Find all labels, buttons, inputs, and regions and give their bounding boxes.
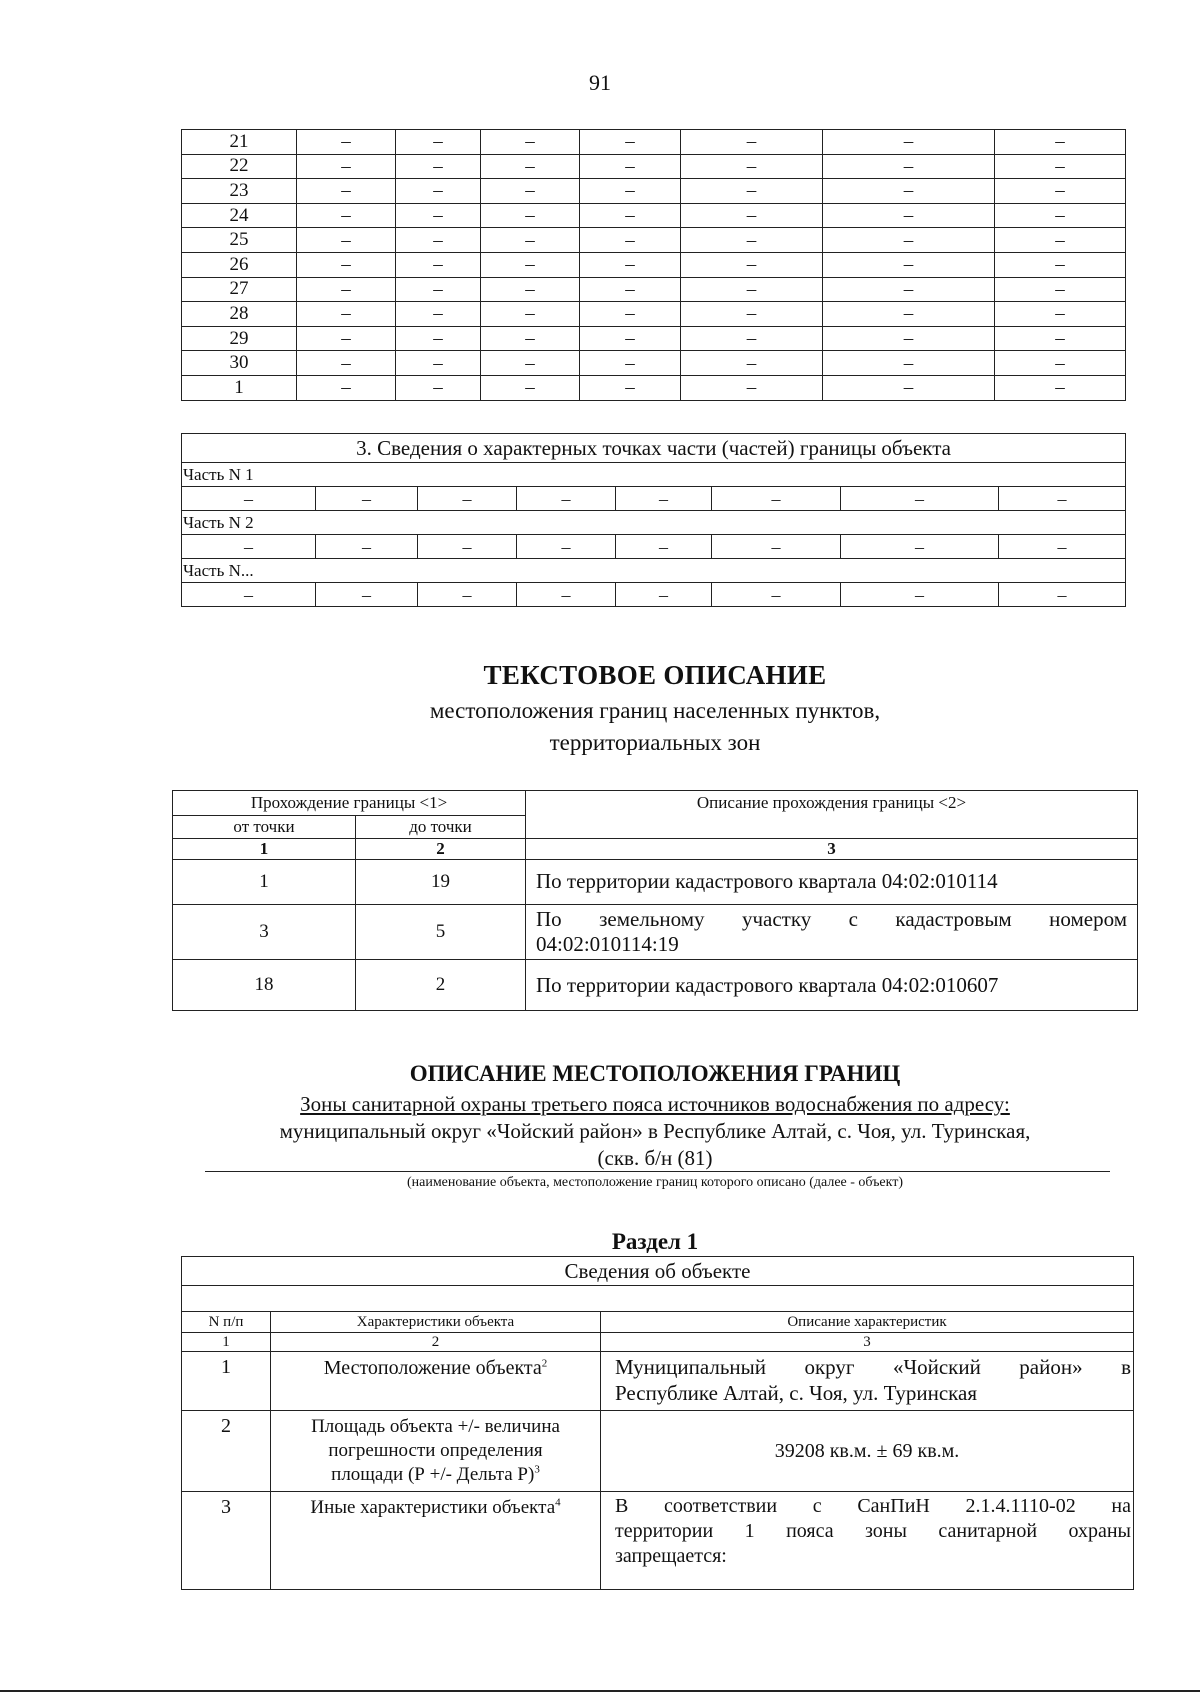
passage-description: По территории кадастрового квартала 04:02:010114 [526, 860, 1138, 905]
empty-value-dash: – [841, 487, 999, 511]
object-info-table [181, 1256, 1134, 1590]
empty-value-dash: – [297, 351, 396, 376]
parts-table [181, 433, 1126, 607]
empty-value-dash: – [396, 277, 481, 302]
empty-value-dash: – [995, 179, 1126, 204]
table-row [182, 228, 1126, 253]
page-number: 91 [589, 70, 611, 95]
point-number: 21 [182, 130, 297, 155]
empty-value-dash: – [396, 203, 481, 228]
description-line: В соответствии с СанПиН 2.1.4.1110-02 на [615, 1495, 1131, 1517]
empty-value-dash: – [580, 179, 681, 204]
empty-value-dash: – [823, 351, 995, 376]
table-row [182, 277, 1126, 302]
empty-value-dash: – [580, 302, 681, 327]
table-row [182, 375, 1126, 400]
page-bottom-rule [0, 1690, 1200, 1692]
empty-value-dash: – [681, 179, 823, 204]
empty-value-dash: – [995, 252, 1126, 277]
characteristic-line: погрешности определения [328, 1439, 543, 1461]
empty-value-dash: – [995, 228, 1126, 253]
description-line: территории 1 пояса зоны санитарной охраны [615, 1520, 1131, 1542]
part-dash-row [182, 487, 1126, 511]
points-table [181, 129, 1126, 401]
empty-value-dash: – [823, 277, 995, 302]
empty-value-dash: – [823, 203, 995, 228]
empty-value-dash: – [418, 535, 517, 559]
empty-value-dash: – [681, 375, 823, 400]
point-number: 30 [182, 351, 297, 376]
empty-value-dash: – [481, 203, 580, 228]
description-line: Муниципальный округ «Чойский район» в [615, 1355, 1131, 1379]
part-dash-row [182, 583, 1126, 607]
point-number: 24 [182, 203, 297, 228]
empty-value-dash: – [681, 228, 823, 253]
empty-value-dash: – [712, 583, 841, 607]
text-description-subtitle: местоположения границ населенных пунктов, [429, 698, 881, 723]
empty-value-dash: – [823, 326, 995, 351]
characteristic [271, 1492, 601, 1590]
from-point: 18 [173, 960, 356, 1011]
part-label: Часть N 2 [182, 511, 1126, 535]
from-point: 3 [173, 905, 356, 960]
object-table-title: Сведения об объекте [182, 1257, 1134, 1286]
parts-table-title: 3. Сведения о характерных точках части (частей) границы объекта [182, 434, 1126, 463]
empty-value-dash: – [823, 252, 995, 277]
empty-value-dash: – [396, 154, 481, 179]
empty-value-dash: – [999, 487, 1126, 511]
empty-value-dash: – [418, 583, 517, 607]
empty-value-dash: – [297, 154, 396, 179]
empty-value-dash: – [580, 375, 681, 400]
empty-value-dash: – [681, 351, 823, 376]
empty-value-dash: – [517, 487, 616, 511]
location-title: ОПИСАНИЕ МЕСТОПОЛОЖЕНИЯ ГРАНИЦ [409, 1061, 901, 1086]
empty-value-dash: – [481, 228, 580, 253]
location-object-name: Зоны санитарной охраны третьего пояса источников водоснабжения по адресу: [300, 1092, 1010, 1116]
empty-value-dash: – [481, 252, 580, 277]
table-row [182, 203, 1126, 228]
empty-value-dash: – [580, 277, 681, 302]
empty-value-dash: – [681, 252, 823, 277]
empty-value-dash: – [297, 228, 396, 253]
header-description: Описание прохождения границы <2> [526, 791, 1138, 839]
empty-value-dash: – [995, 154, 1126, 179]
location-caption: (наименование объекта, местоположение границ которого описано (далее - объект) [406, 1175, 904, 1190]
empty-value-dash: – [823, 375, 995, 400]
row-number: 3 [182, 1492, 271, 1590]
col-number: 2 [356, 839, 526, 860]
characteristic-line: Площадь объекта +/- величина [311, 1416, 560, 1437]
empty-value-dash: – [481, 277, 580, 302]
point-number: 27 [182, 277, 297, 302]
empty-value-dash: – [823, 228, 995, 253]
empty-value-dash: – [297, 179, 396, 204]
empty-value-dash: – [681, 154, 823, 179]
table-row [182, 326, 1126, 351]
empty-value-dash: – [396, 302, 481, 327]
empty-value-dash: – [297, 130, 396, 155]
empty-value-dash: – [995, 130, 1126, 155]
empty-value-dash: – [995, 351, 1126, 376]
empty-value-dash: – [481, 326, 580, 351]
col-header: Характеристики объекта [271, 1312, 601, 1333]
empty-value-dash: – [316, 583, 418, 607]
description-line: 04:02:010114:19 [536, 932, 679, 957]
empty-value-dash: – [681, 203, 823, 228]
from-point: 1 [173, 860, 356, 905]
footnote-ref: 3 [534, 1463, 540, 1476]
point-number: 25 [182, 228, 297, 253]
empty-value-dash: – [297, 375, 396, 400]
row-number: 2 [182, 1411, 271, 1492]
col-number: 1 [173, 839, 356, 860]
boundary-passage-table [172, 790, 1138, 1011]
divider [205, 1171, 1110, 1172]
empty-value-dash: – [316, 535, 418, 559]
empty-value-dash: – [999, 535, 1126, 559]
location-address: муниципальный округ «Чойский район» в Республике Алтай, с. Чоя, ул. Туринская, [279, 1119, 1031, 1143]
empty-value-dash: – [481, 351, 580, 376]
characteristic-description [601, 1352, 1134, 1411]
empty-value-dash: – [481, 375, 580, 400]
table-row [182, 302, 1126, 327]
col-number: 3 [526, 839, 1138, 860]
text-description-subtitle: территориальных зон [549, 730, 761, 755]
characteristic-text: Иные характеристики объекта [310, 1497, 556, 1518]
characteristic-text: Местоположение объекта [323, 1357, 542, 1379]
col-header: N п/п [182, 1312, 271, 1333]
footnote-ref: 4 [555, 1496, 561, 1509]
point-number: 29 [182, 326, 297, 351]
to-point: 19 [356, 860, 526, 905]
empty-value-dash: – [999, 583, 1126, 607]
empty-value-dash: – [481, 179, 580, 204]
empty-value-dash: – [396, 326, 481, 351]
table-row [173, 905, 1138, 960]
empty-value-dash: – [580, 252, 681, 277]
empty-value-dash: – [616, 487, 712, 511]
empty-value-dash: – [182, 583, 316, 607]
empty-value-dash: – [712, 535, 841, 559]
empty-value-dash: – [297, 302, 396, 327]
footnote-ref: 2 [541, 1357, 548, 1370]
empty-value-dash: – [316, 487, 418, 511]
empty-value-dash: – [681, 326, 823, 351]
section-title: Раздел 1 [611, 1229, 699, 1254]
empty-value-dash: – [182, 487, 316, 511]
row-number: 1 [182, 1352, 271, 1411]
empty-value-dash: – [297, 203, 396, 228]
passage-description: По территории кадастрового квартала 04:02:010607 [526, 960, 1138, 1011]
table-row [182, 130, 1126, 155]
col-number: 1 [182, 1333, 271, 1352]
header-from-point: от точки [173, 816, 356, 839]
empty-value-dash: – [580, 130, 681, 155]
empty-value-dash: – [841, 535, 999, 559]
characteristic [271, 1411, 601, 1492]
empty-value-dash: – [580, 154, 681, 179]
col-header: Описание характеристик [601, 1312, 1134, 1333]
empty-value-dash: – [396, 228, 481, 253]
empty-value-dash: – [995, 203, 1126, 228]
point-number: 23 [182, 179, 297, 204]
col-number: 2 [271, 1333, 601, 1352]
empty-value-dash: – [481, 154, 580, 179]
empty-value-dash: – [396, 375, 481, 400]
empty-value-dash: – [396, 351, 481, 376]
characteristic-line [271, 1463, 600, 1487]
empty-value-dash: – [995, 302, 1126, 327]
empty-value-dash: – [823, 154, 995, 179]
characteristic-text: площади (Р +/- Дельта Р) [331, 1463, 535, 1485]
empty-value-dash: – [418, 487, 517, 511]
empty-value-dash: – [182, 535, 316, 559]
empty-value-dash: – [616, 535, 712, 559]
point-number: 1 [182, 375, 297, 400]
empty-value-dash: – [297, 252, 396, 277]
description-line: запрещается: [615, 1545, 727, 1567]
empty-value-dash: – [823, 130, 995, 155]
empty-value-dash: – [396, 130, 481, 155]
location-address: (скв. б/н (81) [597, 1146, 713, 1170]
point-number: 22 [182, 154, 297, 179]
empty-value-dash: – [396, 252, 481, 277]
point-number: 28 [182, 302, 297, 327]
empty-value-dash: – [517, 535, 616, 559]
table-row [173, 960, 1138, 1011]
empty-value-dash: – [517, 583, 616, 607]
empty-value-dash: – [481, 130, 580, 155]
empty-value-dash: – [995, 277, 1126, 302]
table-row [182, 351, 1126, 376]
col-number: 3 [601, 1333, 1134, 1352]
empty-value-dash: – [681, 277, 823, 302]
text-description-title: ТЕКСТОВОЕ ОПИСАНИЕ [483, 660, 827, 690]
empty-value-dash: – [297, 277, 396, 302]
empty-value-dash: – [580, 351, 681, 376]
empty-value-dash: – [841, 583, 999, 607]
empty-row [182, 1286, 1134, 1312]
empty-value-dash: – [823, 302, 995, 327]
characteristic [271, 1352, 601, 1411]
table-row [182, 252, 1126, 277]
characteristic-description: 39208 кв.м. ± 69 кв.м. [601, 1411, 1134, 1492]
table-row [182, 179, 1126, 204]
empty-value-dash: – [616, 583, 712, 607]
empty-value-dash: – [580, 203, 681, 228]
to-point: 2 [356, 960, 526, 1011]
part-dash-row [182, 535, 1126, 559]
empty-value-dash: – [823, 179, 995, 204]
passage-description [526, 905, 1138, 960]
empty-value-dash: – [580, 326, 681, 351]
empty-value-dash: – [712, 487, 841, 511]
empty-value-dash: – [580, 228, 681, 253]
table-row [173, 860, 1138, 905]
table-row [182, 1411, 1134, 1492]
part-label: Часть N 1 [182, 463, 1126, 487]
empty-value-dash: – [481, 302, 580, 327]
description-line: Республике Алтай, с. Чоя, ул. Туринская [615, 1381, 978, 1406]
empty-value-dash: – [995, 326, 1126, 351]
table-row [182, 154, 1126, 179]
empty-value-dash: – [297, 326, 396, 351]
to-point: 5 [356, 905, 526, 960]
characteristic-description [601, 1492, 1134, 1590]
header-to-point: до точки [356, 816, 526, 839]
header-passage: Прохождение границы <1> [173, 791, 526, 816]
empty-value-dash: – [995, 375, 1126, 400]
empty-value-dash: – [396, 179, 481, 204]
table-row [182, 1352, 1134, 1411]
empty-value-dash: – [681, 302, 823, 327]
description-line: По земельному участку с кадастровым номером [536, 907, 1127, 931]
empty-value-dash: – [681, 130, 823, 155]
part-label: Часть N... [182, 559, 1126, 583]
table-row [182, 1492, 1134, 1590]
point-number: 26 [182, 252, 297, 277]
